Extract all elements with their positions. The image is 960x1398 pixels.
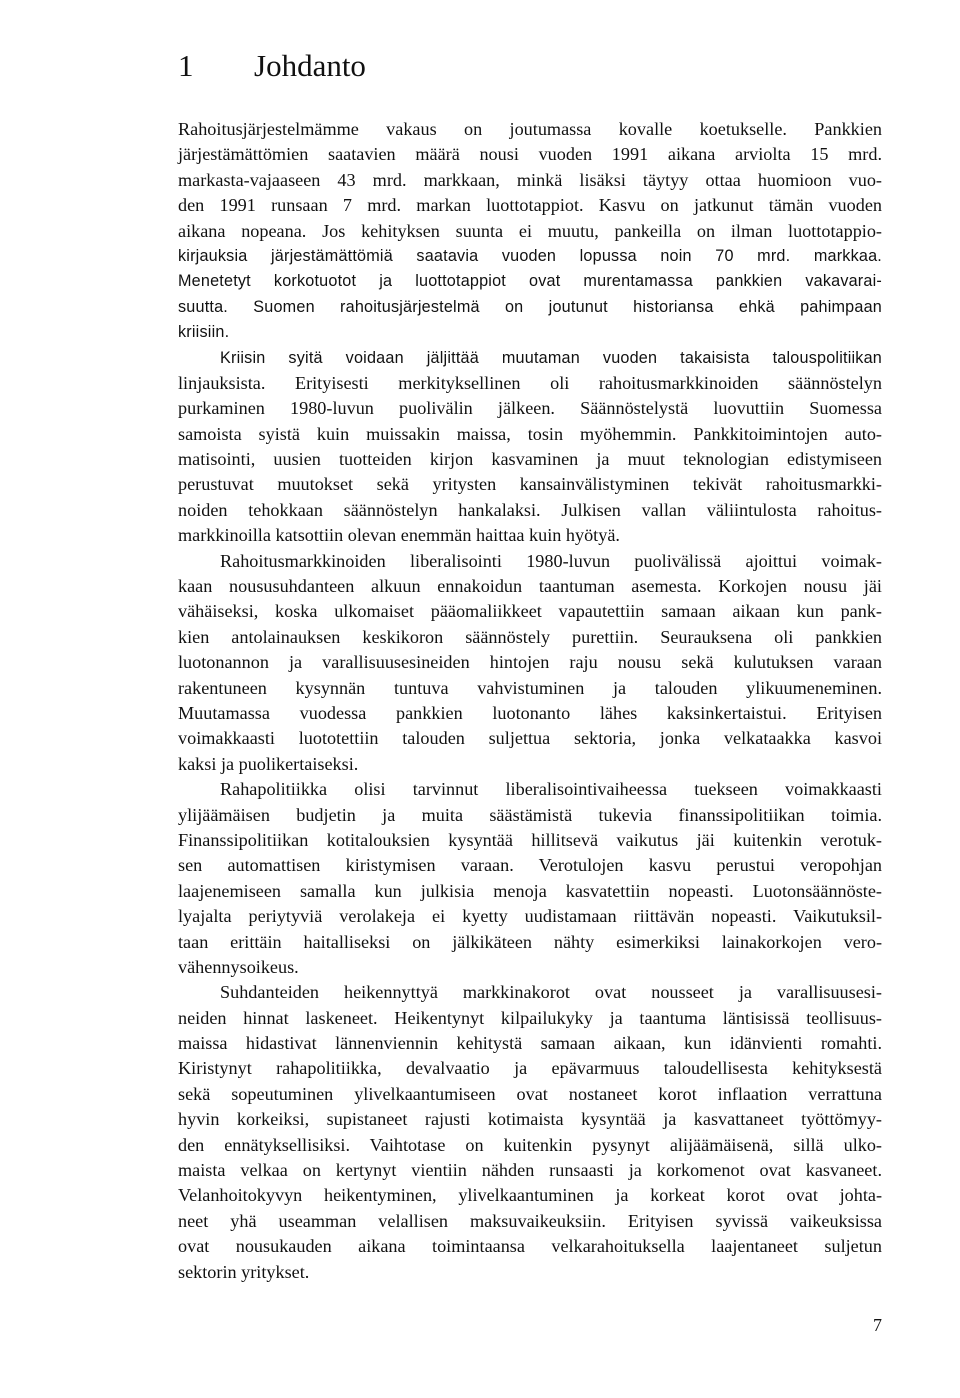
text-line: Rahoitusjärjestelmämme vakaus on joutumassa kovalle koetukselle. Pankkien bbox=[178, 119, 882, 139]
text-line: purkaminen 1980-luvun puolivälin jälkeen. Säännöstelystä luovuttiin Suomessa bbox=[178, 398, 882, 419]
text-line: luotonannon ja varallisuusesineiden hintojen raju nousu sekä kulutuksen varaan bbox=[178, 652, 882, 673]
text-line: lyajalta periytyviä verolakeja ei kyetty uudistamaan riittävän nopeasti. Vaikutuksil- bbox=[178, 906, 882, 927]
text-line: samoista syistä kuin muissakin maissa, tosin myöhemmin. Pankkitoimintojen auto- bbox=[178, 423, 882, 444]
text-line: suutta. Suomen rahoitusjärjestelmä on joutunut historiansa ehkä pahimpaan bbox=[178, 297, 882, 316]
text-line: Muutamassa vuodessa pankkien luotonanto lähes kaksinkertaistui. Erityisen bbox=[178, 702, 882, 723]
text-line: sen automattisen kiristymisen varaan. Verotulojen kasvu perustui veropohjan bbox=[178, 855, 882, 876]
text-line: kriisiin. bbox=[178, 323, 230, 342]
text-line: den 1991 runsaan 7 mrd. markan luottotappiot. Kasvu on jatkunut tämän vuoden bbox=[178, 195, 882, 216]
text-line: kien antolainauksen keskikoron säännöstely purettiin. Seurauksena oli pankkien bbox=[178, 626, 882, 647]
text-line: neiden hinnat laskeneet. Heikentynyt kilpailukyky ja taantuma läntisissä teollisuus- bbox=[178, 1007, 882, 1028]
text-line: vähäiseksi, koska ulkomaiset pääomaliikkeet vapautettiin samaan aikaan kun pank- bbox=[178, 601, 882, 622]
text-line: markkinoilla katsottiin olevan enemmän haittaa kuin hyötyä. bbox=[178, 525, 620, 546]
text-line: maissa hidastivat lännenviennin kehitystä samaan aikaan, kun idänvienti romahti. bbox=[178, 1033, 882, 1054]
text-line: Velanhoitokyvyn heikentyminen, ylivelkaantuminen ja korkeat korot ovat johta- bbox=[178, 1185, 882, 1206]
text-line: ylijäämäisen budjetin ja muita säästämistä tukevia finanssipolitiikan toimia. bbox=[178, 804, 882, 825]
text-line: ovat nousukauden aikana toimintaansa velkarahoituksella laajentaneet suljetun bbox=[178, 1236, 882, 1257]
text-line: maista velkaa on kertynyt vientiin nähden runsaasti ja korkomenot ovat kasvaneet. bbox=[178, 1160, 882, 1181]
text-line: aikana nopeana. Jos kehityksen suunta ei muutu, pankeilla on ilman luottotappio- bbox=[178, 220, 882, 241]
text-line: Rahapolitiikka olisi tarvinnut liberalisointivaiheessa tuekseen voimakkaasti bbox=[220, 779, 882, 800]
chapter-number: 1 bbox=[178, 48, 194, 83]
text-line: voimakkaasti luototettiin talouden suljettua sektoria, jonka velkataakka kasvoi bbox=[178, 728, 882, 749]
chapter-heading bbox=[178, 46, 366, 86]
text-line: linjauksista. Erityisesti merkityksellinen oli rahoitusmarkkinoiden säännöstelyn bbox=[178, 372, 882, 393]
text-line: Kriisin syitä voidaan jäljittää muutaman vuoden takaisista talouspolitiikan bbox=[220, 348, 882, 367]
text-line: Finanssipolitiikan kotitalouksien kysyntää hillitsevä vaikutus jäi kuitenkin verotuk- bbox=[178, 829, 882, 850]
text-line: hyvin korkeiksi, supistaneet rajusti kotimaista kysyntää ja kasvattaneet työttömyy- bbox=[178, 1109, 882, 1130]
text-line: sektorin yritykset. bbox=[178, 1261, 310, 1282]
chapter-title: Johdanto bbox=[254, 48, 366, 83]
text-line: Rahoitusmarkkinoiden liberalisointi 1980-luvun puolivälissä ajoittui voimak- bbox=[220, 550, 882, 571]
text-line: markasta-vajaaseen 43 mrd. markkaan, minkä lisäksi täytyy ottaa huomioon vuo- bbox=[178, 169, 882, 190]
text-line: kaksi ja puolikertaiseksi. bbox=[178, 753, 359, 774]
text-line: rakentuneen kysynnän tuntuva vahvistuminen ja talouden ylikuumeneminen. bbox=[178, 677, 882, 698]
text-line: järjestämättömien saatavien määrä nousi vuoden 1991 aikana arviolta 15 mrd. bbox=[178, 144, 882, 165]
text-line: matisointi, uusien tuotteiden kirjon kasvaminen ja muut teknologian edistymiseen bbox=[178, 449, 882, 470]
text-line: kaan noususuhdanteen alkuun ennakoidun taantuman asemesta. Korkojen nousu jäi bbox=[178, 576, 882, 597]
text-line: sekä sopeutuminen ylivelkaantumiseen ovat nostaneet korot inflaation verrattuna bbox=[178, 1083, 882, 1104]
text-line: taan erittäin haitalliseksi on jälkikäteen nähty esimerkiksi lainakorkojen vero- bbox=[178, 931, 882, 952]
text-line: vähennysoikeus. bbox=[178, 956, 299, 977]
text-line: Suhdanteiden heikennyttyä markkinakorot ovat nousseet ja varallisuusesi- bbox=[220, 982, 882, 1003]
page-number: 7 bbox=[873, 1315, 882, 1335]
text-line: noiden tehokkaan säännöstelyn hankalaksi. Julkisen vallan väliintulosta rahoitus- bbox=[178, 499, 882, 520]
text-line: neet yhä useamman velallisen maksuvaikeuksiin. Erityisen syvissä vaikeuksissa bbox=[178, 1210, 882, 1231]
text-line: laajenemiseen samalla kun julkisia menoja kasvatettiin nopeasti. Luotonsäännöste- bbox=[178, 880, 882, 901]
text-line: Kiristynyt rahapolitiikka, devalvaatio ja epävarmuus taloudellisesta kehityksestä bbox=[178, 1058, 882, 1079]
text-line: kirjauksia järjestämättömiä saatavia vuoden lopussa noin 70 mrd. markkaa. bbox=[178, 246, 882, 265]
body-text bbox=[178, 117, 882, 1285]
text-line: Menetetyt korkotuotot ja luottotappiot ovat murentamassa pankkien vakavarai- bbox=[178, 272, 882, 291]
text-line: den ennätyksellisiksi. Vaihtotase on kuitenkin pysynyt alijäämäisenä, sillä ulko- bbox=[178, 1134, 882, 1155]
text-line: perustuvat muutokset sekä yritysten kansainvälistyminen tekivät rahoitusmarkki- bbox=[178, 474, 882, 495]
